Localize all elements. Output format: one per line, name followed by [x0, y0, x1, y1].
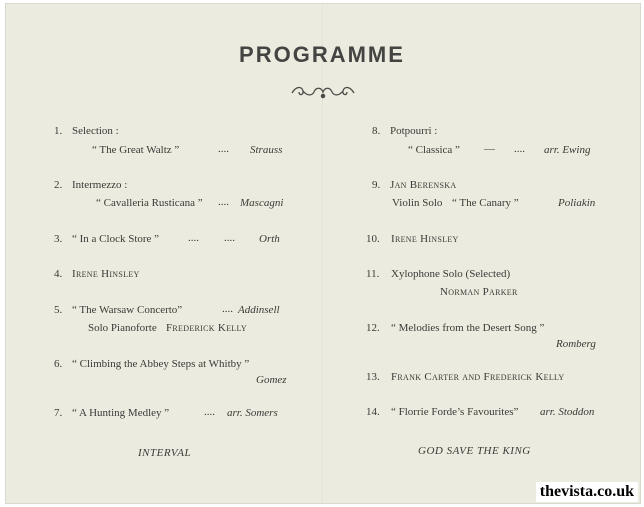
- leader-dots: ....: [222, 303, 233, 315]
- leader-dots: ....: [188, 232, 199, 244]
- item-number: 9.: [372, 179, 381, 191]
- item-number: 5.: [54, 304, 63, 316]
- item-piece: “ The Great Waltz ”: [92, 144, 180, 156]
- item-piece: “ A Hunting Medley ”: [72, 407, 170, 419]
- programme-title: PROGRAMME: [239, 42, 405, 67]
- item-composer: Romberg: [556, 338, 596, 350]
- item-performer: Jan Berenska: [390, 179, 457, 191]
- item-composer: Strauss: [250, 144, 283, 156]
- item-piece: “ Florrie Forde’s Favourites”: [391, 406, 519, 418]
- item-number: 10.: [366, 233, 380, 245]
- item-number: 14.: [366, 406, 380, 418]
- interval-note: INTERVAL: [138, 447, 192, 459]
- item-piece: “ Climbing the Abbey Steps at Whitby ”: [72, 358, 250, 370]
- leader-dots: ....: [224, 232, 235, 244]
- item-solo: Violin Solo: [392, 197, 443, 209]
- item-performer: Norman Parker: [440, 286, 518, 298]
- item-composer: arr. Ewing: [544, 144, 591, 156]
- centre-fold: [322, 4, 324, 503]
- item-piece: “ In a Clock Store ”: [72, 233, 160, 245]
- item-number: 7.: [54, 407, 63, 419]
- item-number: 11.: [366, 268, 380, 280]
- leader-dots: ....: [218, 143, 229, 155]
- item-number: 8.: [372, 125, 381, 137]
- god-save-the-king-note: GOD SAVE THE KING: [418, 445, 531, 457]
- item-composer: Mascagni: [240, 197, 284, 209]
- item-solo: Solo Pianoforte: [88, 322, 157, 334]
- item-piece: “ The Canary ”: [452, 197, 519, 209]
- item-number: 3.: [54, 233, 63, 245]
- item-piece: “ Melodies from the Desert Song ”: [391, 322, 545, 334]
- item-number: 12.: [366, 322, 380, 334]
- item-composer: Addinsell: [238, 304, 280, 316]
- leader-dots: ....: [514, 143, 525, 155]
- item-label: Intermezzo :: [72, 179, 128, 191]
- item-number: 2.: [54, 179, 63, 191]
- item-composer: arr. Stoddon: [540, 406, 595, 418]
- item-number: 6.: [54, 358, 63, 370]
- item-label: Xylophone Solo (Selected): [391, 268, 511, 280]
- leader-dots: ....: [218, 196, 229, 208]
- item-label: Potpourri :: [390, 125, 438, 137]
- leader-dash: —: [484, 143, 495, 155]
- item-performer: Frederick Kelly: [166, 322, 247, 334]
- item-performer: Frank Carter and Frederick Kelly: [391, 371, 565, 383]
- item-piece: “ The Warsaw Concerto”: [72, 304, 183, 316]
- item-composer: Poliakin: [558, 197, 596, 209]
- item-piece: “ Cavalleria Rusticana ”: [96, 197, 203, 209]
- item-performer: Irene Hinsley: [391, 233, 459, 245]
- leader-dots: ....: [204, 406, 215, 418]
- scroll-ornament-icon: [290, 82, 356, 102]
- item-label: Selection :: [72, 125, 119, 137]
- item-number: 1.: [54, 125, 63, 137]
- item-composer: arr. Somers: [227, 407, 278, 419]
- site-watermark: thevista.co.uk: [536, 482, 638, 502]
- item-number: 13.: [366, 371, 380, 383]
- item-number: 4.: [54, 268, 63, 280]
- item-piece: “ Classica ”: [408, 144, 460, 156]
- item-composer: Gomez: [256, 374, 287, 386]
- item-performer: Irene Hinsley: [72, 268, 140, 280]
- item-composer: Orth: [259, 233, 280, 245]
